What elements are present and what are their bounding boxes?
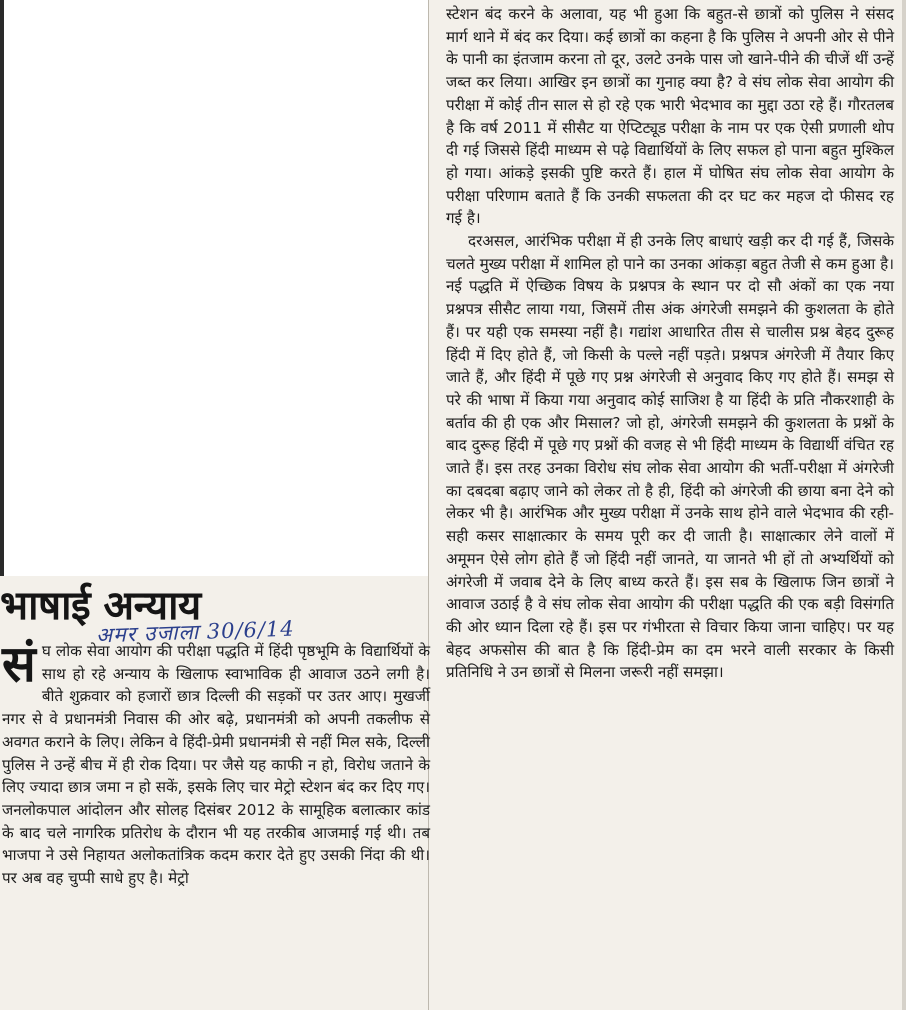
- handwritten-source-note: अमर उजाला 30/6/14: [95, 616, 296, 648]
- lead-paragraph-text: घ लोक सेवा आयोग की परीक्षा पद्धति में हिंदी पृष्ठभूमि के विद्यार्थियों के साथ हो रहे अन्याय के खिलाफ स्वाभाविक ही आवाज उठने लगी है। बीते शुक्रवार को हजारों छात्र दिल्ली की सड़कों पर उतर आए। मुखर्जी नगर से वे प्रधानमंत्री निवास की ओर बढ़े, प्रधानमंत्री को अपनी तकलीफ से अवगत कराने के लिए। लेकिन वे हिंदी-प्रेमी प्रधानमंत्री से नहीं मिल सके, दिल्ली पुलिस ने उन्हें बीच में ही रोक दिया। पर जैसे यह काफी न हो, विरोध जताने के लिए ज्यादा छात्र जमा न हो सकें, इसके लिए चार मेट्रो स्टेशन बंद कर दिए गए। जनलोकपाल आंदोलन और सोलह दिसंबर 2012 के सामूहिक बलात्कार कांड के बाद चले नागरिक प्रतिरोध के दौरान भी यह तरकीब आजमाई गई थी। तब भाजपा ने उसे निहायत अलोकतांत्रिक कदम करार देते हुए उसकी निंदा की थी। पर अब वह चुप्पी साधे हुए है। मेट्रो: [2, 642, 430, 888]
- article-headline: भाषाई अन्याय: [0, 583, 201, 629]
- scan-edge-left: [0, 0, 4, 590]
- article-paragraph-2: दरअसल, आरंभिक परीक्षा में ही उनके लिए बाधाएं खड़ी कर दी गई हैं, जिसके चलते मुख्य परीक्षा में शामिल हो पाने का उनका आंकड़ा बहुत तेजी से कम हुआ है। नई पद्धति में ऐच्छिक विषय के प्रश्नपत्र के स्थान पर दो सौ अंकों का एक नया प्रश्नपत्र सीसैट लाया गया, जिसमें तीस अंक अंगरेजी समझने की कुशलता के होते हैं। पर यही एक समस्या नहीं है। गद्यांश आधारित तीस से चालीस प्रश्न बेहद दुरूह हिंदी में दिए होते हैं, जो किसी के पल्ले नहीं पड़ते। प्रश्नपत्र अंगरेजी में तैयार किए जाते हैं, और हिंदी में पूछे गए प्रश्न अंगरेजी से अनुवाद किए गए होते हैं। समझ से परे की भाषा में किया गया अनुवाद कोई साजिश है या हिंदी के प्रति नौकरशाही के बर्ताव की ही एक और मिसाल? जो हो, अंगरेजी समझने की कुशलता के प्रश्नों के बाद दुरूह हिंदी में पूछे गए प्रश्नों की वजह से भी हिंदी माध्यम के विद्यार्थी वंचित रह जाते हैं। इस तरह उनका विरोध संघ लोक सेवा आयोग की भर्ती-परीक्षा में अंगरेजी का दबदबा बढ़ाए जाने को लेकर तो है ही, हिंदी को अंगरेजी की छाया बना देने को लेकर भी है। आरंभिक और मुख्य परीक्षा में उनके साथ होने वाले भेदभाव की रही-सही कसर साक्षात्कार के समय पूरी कर दी जाती है। साक्षात्कार लेने वालों में अमूमन ऐसे लोग होते हैं जो हिंदी नहीं जानते, या जानते भी हों तो अभ्यर्थियों को अंगरेजी में जवाब देने के लिए बाध्य करते हैं। इस सब के खिलाफ जिन छात्रों ने आवाज उठाई है वे संघ लोक सेवा आयोग की परीक्षा पद्धति की एक बड़ी विसंगति की ओर ध्यान दिला रहे हैं। इस पर गंभीरता से विचार किया जाना चाहिए। पर यह बेहद अफसोस की बात है कि हिंदी-प्रेम का दम भरने वाली सरकार के किसी प्रतिनिधि ने उन छात्रों से मिलना जरूरी नहीं समझा।: [446, 232, 894, 682]
- article-paragraph-lead: [2, 635, 430, 890]
- dropcap: सं: [2, 635, 36, 693]
- article-left-column: [2, 635, 430, 890]
- article-paragraph-1: स्टेशन बंद करने के अलावा, यह भी हुआ कि बहुत-से छात्रों को पुलिस ने संसद मार्ग थाने में बंद कर दिया। कई छात्रों का कहना है कि पुलिस ने अपनी ओर से पीने के पानी का इंतजाम करना तो दूर, उलटे उनके पास जो खाने-पीने की चीजें थीं उन्हें जब्त कर लिया। आखिर इन छात्रों का गुनाह क्या है? वे संघ लोक सेवा आयोग की परीक्षा में कोई तीन साल से हो रहे एक भारी भेदभाव का मुद्दा उठा रहे हैं। गौरतलब है कि वर्ष 2011 में सीसैट या ऐप्टिट्यूड परीक्षा के नाम पर एक ऐसी प्रणाली थोप दी गई जिससे हिंदी माध्यम से पढ़े विद्यार्थियों के लिए सफल हो पाना बहुत मुश्किल हो गया। आंकड़े इसकी पुष्टि करते हैं। हाल में घोषित संघ लोक सेवा आयोग के परीक्षा परिणाम बताते हैं कि उनकी सफलता की दर घट कर महज दो फीसद रह गई है।: [446, 5, 894, 228]
- scan-edge-right: [902, 0, 906, 1010]
- article-right-column: [446, 3, 894, 684]
